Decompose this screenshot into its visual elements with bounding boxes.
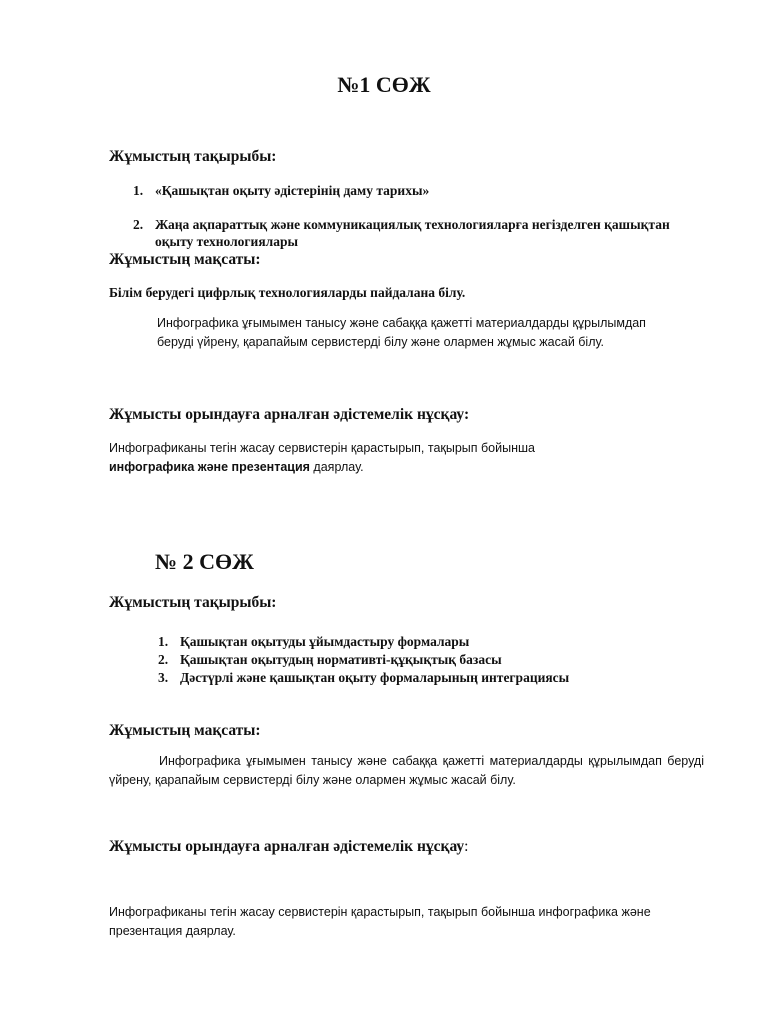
section2-goal-heading: Жұмыстың мақсаты: [109,722,261,739]
list-item: 1. Қашықтан оқытуды ұйымдастыру формалары [158,634,470,649]
list-item: 3. Дәстүрлі және қашықтан оқыту формаларының интеграциясы [158,670,570,685]
section2-goal-text: Инфографика ұғымымен танысу және сабаққа қажетті материалдарды құрылымдап беруді үйрену, қарапайым сервистерді білу және олармен жұмыс жасай білу. [109,754,704,787]
list-item: 2. Жаңа ақпараттық және коммуникациялық технологияларға негізделген қашықтан оқыту технологиялары [133,217,670,249]
list-item: 2. Қашықтан оқытудың нормативті-құқықтық базасы [158,652,502,667]
section1-goal-heading: Жұмыстың мақсаты: [109,251,261,268]
list-item: 1. «Қашықтан оқыту әдістерінің даму тарихы» [133,183,430,198]
section1-goal-text: Инфографика ұғымымен танысу және сабаққа қажетті материалдарды құрылымдап беруді үйрену, қарапайым сервистерді білу және олармен жұмыс жасай білу. [157,316,646,349]
section1-method-text: Инфографиканы тегін жасау сервистерін қарастырып, тақырып бойынша инфографика және презентация даярлау. [109,441,535,474]
section2-method-heading: Жұмысты орындауға арналған әдістемелік нұсқау: [109,838,469,855]
section1-title: №1 СӨЖ [337,72,431,97]
section2-method-text: Инфографиканы тегін жасау сервистерін қарастырып, тақырып бойынша инфографика және презентация даярлау. [109,905,651,938]
section1-topic-list [133,182,675,250]
section1-method-heading: Жұмысты орындауға арналған әдістемелік нұсқау: [109,406,470,423]
section2-title: № 2 СӨЖ [155,549,254,574]
section1-topic-heading: Жұмыстың тақырыбы: [109,148,277,165]
section1-goal-bold: Білім берудегі цифрлық технологияларды пайдалана білу. [109,285,466,300]
section2-topic-heading: Жұмыстың тақырыбы: [109,594,277,611]
section2-topic-list [158,633,700,687]
